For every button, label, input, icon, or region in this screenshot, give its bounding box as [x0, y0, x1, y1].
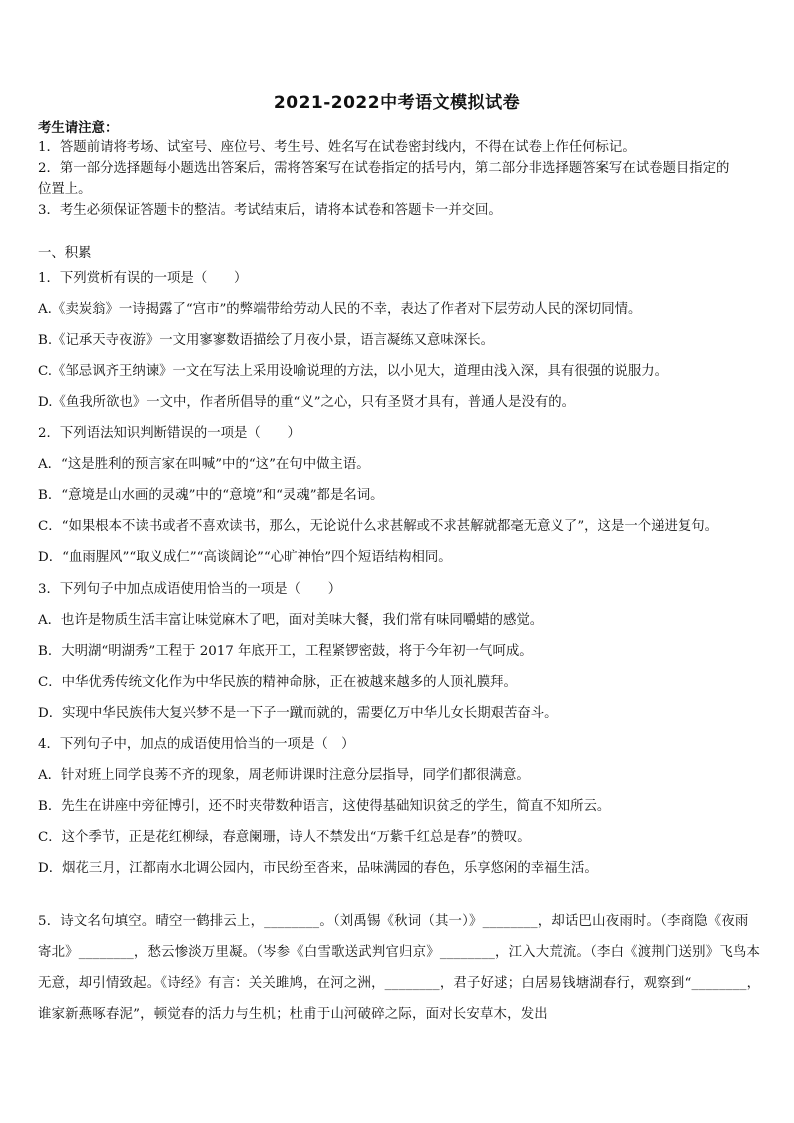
- notice-item: 3．考生必须保证答题卡的整洁。考试结束后，请将本试卷和答题卡一并交回。: [38, 203, 502, 218]
- question-option: A．也许是物质生活丰富让味觉麻木了吧，面对美味大餐，我们常有味同嚼蜡的感觉。: [38, 613, 544, 628]
- question-stem: 1．下列赏析有误的一项是（ ）: [38, 271, 248, 286]
- question-option: B.《记承天寺夜游》一文用寥寥数语描绘了月夜小景，语言凝练又意味深长。: [38, 333, 494, 348]
- section-heading: 一、积累: [38, 246, 92, 261]
- question-option: D.《鱼我所欲也》一文中，作者所倡导的重“义”之心，只有圣贤才具有，普通人是没有的。: [38, 395, 576, 410]
- question-5-fill-blank: 5．诗文名句填空。晴空一鹤排云上，________。（刘禹锡《秋词（其一）》________，却话巴山夜雨时。（李商隐《夜雨寄北》________，愁云惨淡万里凝。（岑参《白雪歌送武判官归京》________，江入大荒流。（李白《渡荆门送别》飞鸟本无意，却引情致起。《诗经》有言：关关雎鸠，在河之洲，________，君子好逑；白居易钱塘湖春行，观察到“________，谁家新燕啄春泥”，顿觉春的活力与生机；杜甫于山河破碎之际，面对长安草木，发出: [38, 914, 761, 1022]
- question-option: A.《卖炭翁》一诗揭露了“宫市”的弊端带给劳动人民的不幸，表达了作者对下层劳动人民的深切同情。: [38, 302, 642, 317]
- notice-item: 1．答题前请将考场、试室号、座位号、考生号、姓名写在试卷密封线内，不得在试卷上作任何标记。: [38, 140, 636, 155]
- question-option: B．大明湖“明湖秀”工程于 2017 年底开工，工程紧锣密鼓，将于今年初一气呵成。: [38, 644, 533, 659]
- question-option: B．“意境是山水画的灵魂”中的“意境”和“灵魂”都是名词。: [38, 488, 384, 503]
- question-option: C．“如果根本不读书或者不喜欢读书，那么，无论说什么求甚解或不求甚解就都毫无意义了”，这是一个递进复句。: [38, 519, 719, 534]
- question-option: D．烟花三月，江都南水北调公园内，市民纷至沓来，品味满园的春色，乐享悠闲的幸福生活。: [38, 861, 598, 876]
- question-option: C．中华优秀传统文化作为中华民族的精神命脉，正在被越来越多的人顶礼膜拜。: [38, 675, 517, 690]
- question-option: A．“这是胜利的预言家在叫喊”中的“这”在句中做主语。: [38, 457, 370, 472]
- notice-heading: 考生请注意：: [38, 120, 119, 136]
- question-stem: 3．下列句子中加点成语使用恰当的一项是（ ）: [38, 582, 342, 597]
- question-option: D．实现中华民族伟大复兴梦不是一下子一蹴而就的，需要亿万中华儿女长期艰苦奋斗。: [38, 706, 558, 721]
- question-option: C．这个季节，正是花红柳绿，春意阑珊，诗人不禁发出“万紫千红总是春”的赞叹。: [38, 830, 531, 845]
- question-stem: 4．下列句子中，加点的成语使用恰当的一项是（ ）: [38, 737, 355, 752]
- question-option: A．针对班上同学良莠不齐的现象，周老师讲课时注意分层指导，同学们都很满意。: [38, 768, 530, 783]
- notice-item: 2．第一部分选择题每小题选出答案后，需将答案写在试卷指定的括号内，第二部分非选择题答案写在试卷题目指定的: [38, 161, 730, 176]
- question-option: B．先生在讲座中旁征博引，还不时夹带数种语言，这使得基础知识贫乏的学生，简直不知所云。: [38, 799, 611, 814]
- notice-item: 位置上。: [38, 182, 92, 197]
- question-option: C.《邹忌讽齐王纳谏》一文在写法上采用设喻说理的方法，以小见大，道理由浅入深，具有很强的说服力。: [38, 364, 668, 379]
- question-option: D．“血雨腥风”“取义成仁”“高谈阔论”“心旷神怡”四个短语结构相同。: [38, 550, 452, 565]
- page-title: 2021-2022中考语文模拟试卷: [273, 93, 521, 113]
- question-stem: 2．下列语法知识判断错误的一项是（ ）: [38, 426, 301, 441]
